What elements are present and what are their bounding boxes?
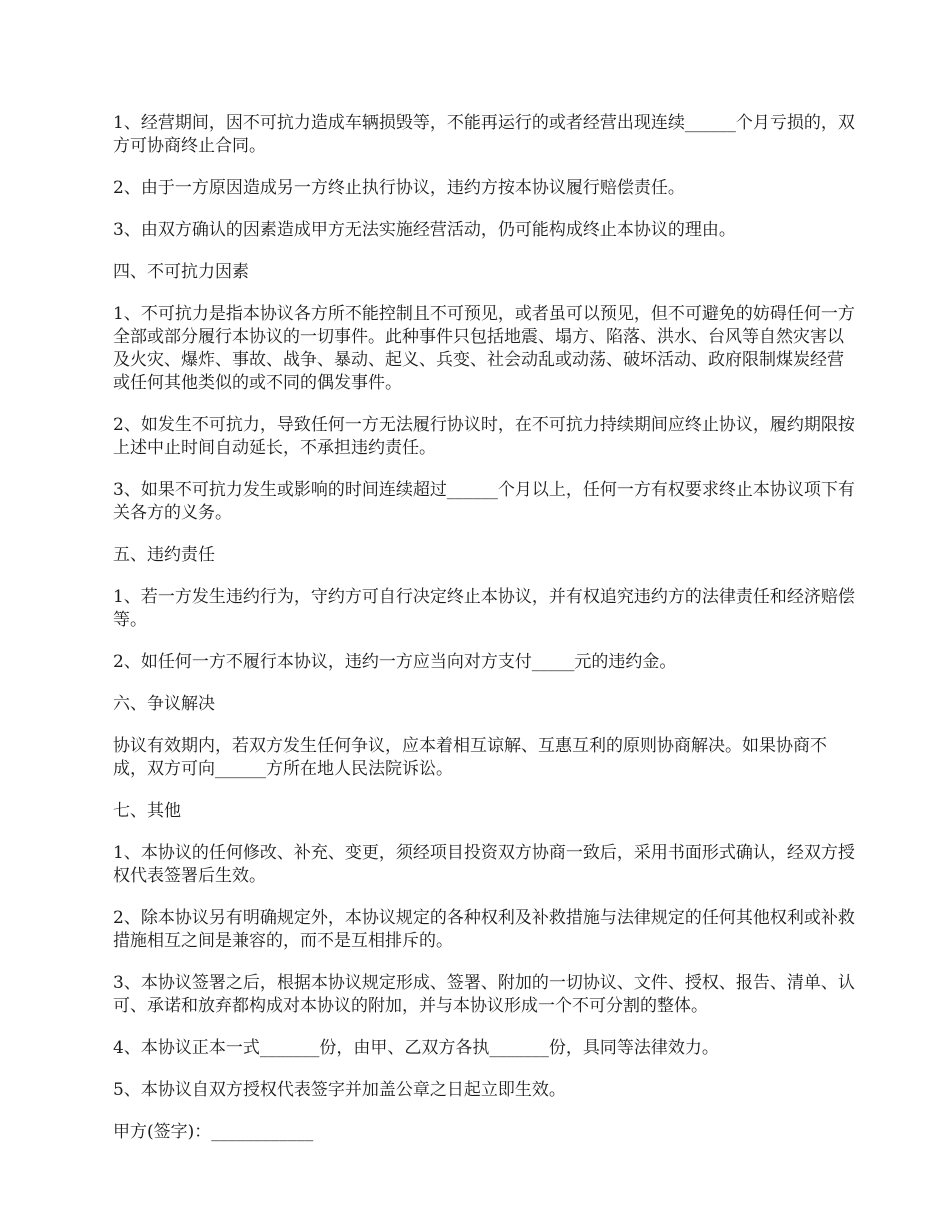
clause-paragraph: 3、由双方确认的因素造成甲方无法实施经营活动，仍可能构成终止本协议的理由。 xyxy=(113,220,736,240)
clause-paragraph: 1、经营期间，因不可抗力造成车辆损毁等，不能再运行的或者经营出现连续______个月亏损的，双方可协商终止合同。 xyxy=(113,113,855,156)
section-heading: 七、其他 xyxy=(113,801,181,821)
clause-paragraph: 4、本协议正本一式_______份，由甲、乙双方各执_______份，具同等法律效力。 xyxy=(113,1038,719,1058)
clause-paragraph: 3、本协议签署之后，根据本协议规定形成、签署、附加的一切协议、文件、授权、报告、清单、认可、承诺和放弃都构成对本协议的附加，并与本协议形成一个不可分割的整体。 xyxy=(113,973,855,1016)
clause-paragraph: 1、不可抗力是指本协议各方所不能控制且不可预见，或者虽可以预见，但不可避免的妨碍任何一方全部或部分履行本协议的一切事件。此种事件只包括地震、塌方、陷落、洪水、台风等自然灾害以及火灾、爆炸、事故、战争、暴动、起义、兵变、社会动乱或动荡、破坏活动、政府限制煤炭经营或任何其他类似的或不同的偶发事件。 xyxy=(113,304,855,393)
clause-paragraph: 协议有效期内，若双方发生任何争议，应本着相互谅解、互惠互利的原则协商解决。如果协商不成，双方可向______方所在地人民法院诉讼。 xyxy=(113,736,827,779)
clause-paragraph: 2、如发生不可抗力，导致任何一方无法履行协议时，在不可抗力持续期间应终止协议，履约期限按上述中止时间自动延长，不承担违约责任。 xyxy=(113,415,855,458)
clause-paragraph: 3、如果不可抗力发生或影响的时间连续超过______个月以上，任何一方有权要求终止本协议项下有关各方的义务。 xyxy=(113,480,855,523)
clause-paragraph: 1、若一方发生违约行为，守约方可自行决定终止本协议，并有权追究违约方的法律责任和经济赔偿等。 xyxy=(113,587,855,630)
signature-line-party-a: 甲方(签字)：____________ xyxy=(113,1122,314,1142)
clause-paragraph: 2、如任何一方不履行本协议，违约一方应当向对方支付_____元的违约金。 xyxy=(113,652,677,672)
document-page xyxy=(113,112,855,1163)
clause-paragraph: 2、由于一方原因造成另一方终止执行协议，违约方按本协议履行赔偿责任。 xyxy=(113,178,685,198)
clause-paragraph: 5、本协议自双方授权代表签字并加盖公章之日起立即生效。 xyxy=(113,1080,566,1100)
section-heading: 五、违约责任 xyxy=(113,545,215,565)
clause-paragraph: 2、除本协议另有明确规定外，本协议规定的各种权利及补救措施与法律规定的任何其他权利或补救措施相互之间是兼容的，而不是互相排斥的。 xyxy=(113,908,855,951)
section-heading: 六、争议解决 xyxy=(113,694,215,714)
section-heading: 四、不可抗力因素 xyxy=(113,262,249,282)
clause-paragraph: 1、本协议的任何修改、补充、变更，须经项目投资双方协商一致后，采用书面形式确认，经双方授权代表签署后生效。 xyxy=(113,843,855,886)
